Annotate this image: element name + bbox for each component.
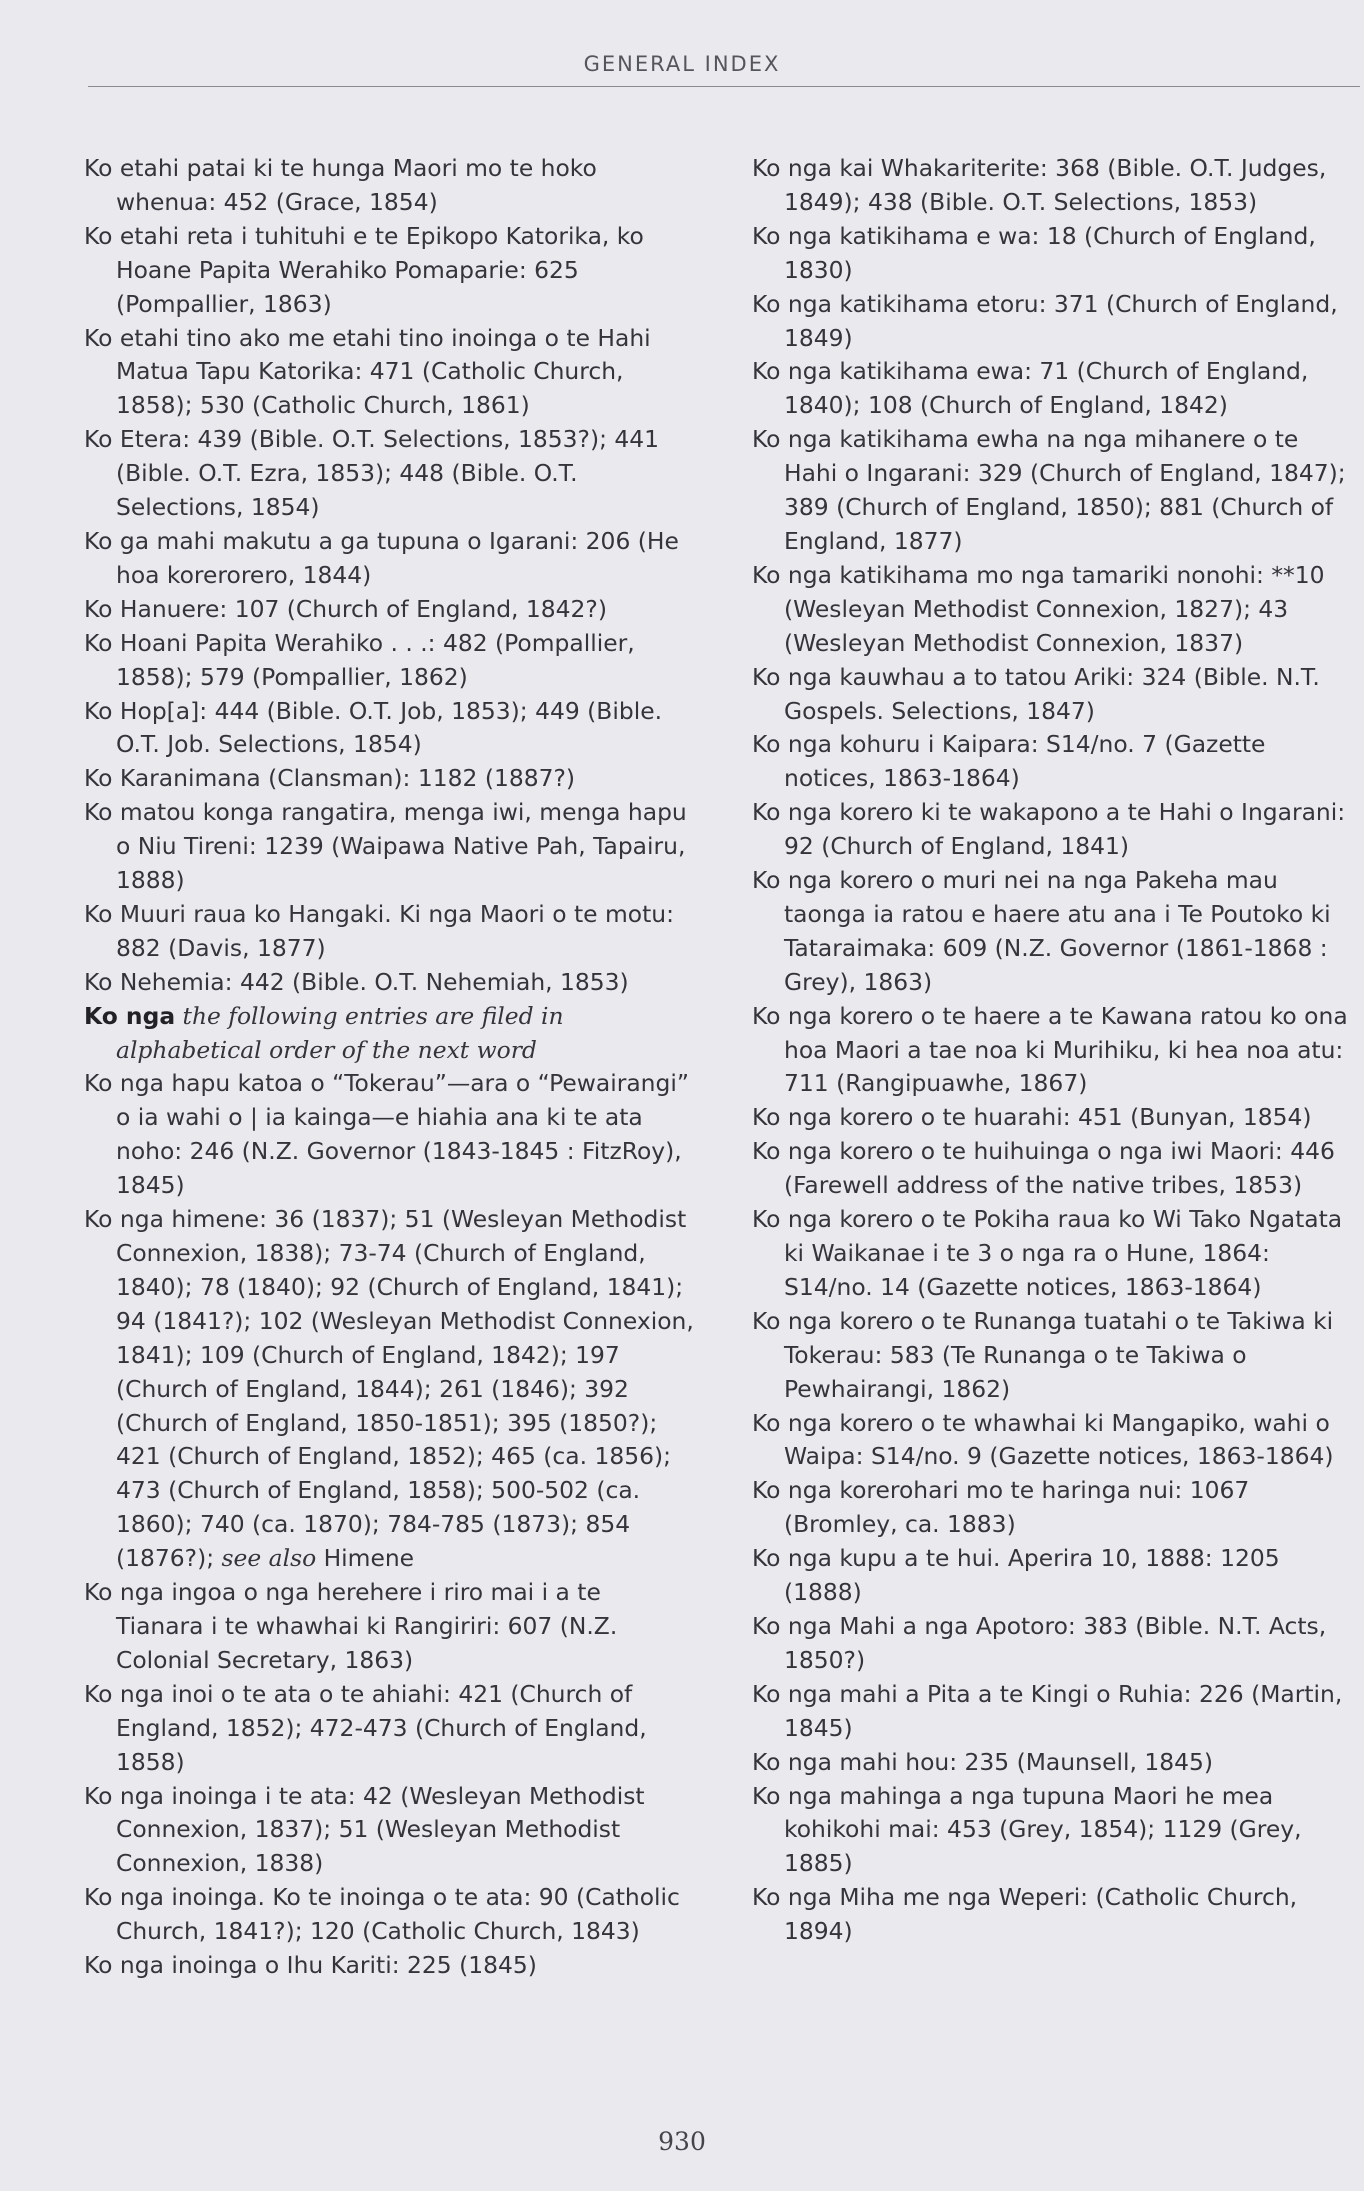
index-column-right <box>752 152 1352 1949</box>
index-entry: Ko Karanimana (Clansman): 1182 (1887?) <box>84 764 576 793</box>
index-entry: Ko nga korero o te Pokiha raua ko Wi Tako Ngatata ki Waikanae i te 3 o nga ra o Hune, 1864: S14/no. 14 (Gazette notices, 1863-1864) <box>752 1205 1343 1301</box>
himene-entry-text: Ko nga himene: 36 (1837); 51 (Wesleyan Methodist Connexion, 1838); 73-74 (Church of England, 1840); 78 (1840); 92 (Church of England, 1841); 94 (1841?); 102 (Wesleyan Methodist Connexion, 1841); 109 (Church of England, 1842); 197 (Church of England, 1844); 261 (1846); 392 (Church of England, 1850-1851); 395 (1850?); 421 (Church of England, 1852); 465 (ca. 1856); 473 (Church of England, 1858); 500-502 (ca. 1860); 740 (ca. 1870); 784-785 (1873); 854 (1876?); <box>84 1205 694 1573</box>
index-entry: Ko Muuri raua ko Hangaki. Ki nga Maori o te motu: 882 (Davis, 1877) <box>84 899 674 962</box>
index-entry: Ko nga korero ki te wakapono a te Hahi o Ingarani: 92 (Church of England, 1841) <box>752 798 1346 861</box>
index-entry: Ko etahi patai ki te hunga Maori mo te hoko whenua: 452 (Grace, 1854) <box>84 154 597 216</box>
index-entry: Ko Etera: 439 (Bible. O.T. Selections, 1853?); 441 (Bible. O.T. Ezra, 1853); 448 (Bible. O.T. Selections, 1854) <box>84 425 660 522</box>
index-entry: Ko Nehemia: 442 (Bible. O.T. Nehemiah, 1853) <box>84 967 629 996</box>
index-entry: Ko ga mahi makutu a ga tupuna o Igarani: 206 (He hoa korerorero, 1844) <box>84 526 679 589</box>
header-rule <box>88 86 1360 87</box>
index-entry: Ko nga katikihama etoru: 371 (Church of England, 1849) <box>752 289 1338 352</box>
index-column-left <box>84 152 694 1983</box>
index-entry: Ko etahi tino ako me etahi tino inoinga o te Hahi Matua Tapu Katorika: 471 (Catholic Church, 1858); 530 (Catholic Church, 1861) <box>84 323 651 420</box>
index-entry: Ko Hop[a]: 444 (Bible. O.T. Job, 1853); 449 (Bible. O.T. Job. Selections, 1854) <box>84 696 663 759</box>
index-entry: Ko matou konga rangatira, menga iwi, menga hapu o Niu Tireni: 1239 (Waipawa Native Pah, Tapairu, 1888) <box>84 798 687 895</box>
index-entry: Ko nga hapu katoa o “Tokerau”—ara o “Pewairangi” o ia wahi o | ia kainga—e hiahia ana ki te ata noho: 246 (N.Z. Governor (1843-1845 : FitzRoy), 1845) <box>84 1069 689 1200</box>
index-entry: Ko nga katikihama ewa: 71 (Church of England, 1840); 108 (Church of England, 1842) <box>752 357 1309 420</box>
running-header: GENERAL INDEX <box>583 52 781 76</box>
index-entry: Ko Hanuere: 107 (Church of England, 1842?) <box>84 594 607 623</box>
filing-note-heading: Ko nga <box>84 1001 176 1030</box>
index-entry: Ko nga katikihama mo nga tamariki nonohi: **10 (Wesleyan Methodist Connexion, 1827); 43 (Wesleyan Methodist Connexion, 1837) <box>752 560 1325 657</box>
index-entry: Ko nga mahi hou: 235 (Maunsell, 1845) <box>752 1747 1213 1776</box>
index-entry: Ko nga korerohari mo te haringa nui: 1067 (Bromley, ca. 1883) <box>752 1476 1250 1539</box>
index-entry: Ko nga katikihama e wa: 18 (Church of England, 1830) <box>752 221 1316 284</box>
index-entry: Ko nga ingoa o nga herehere i riro mai i a te Tianara i te whawhai ki Rangiriri: 607 (N.Z. Colonial Secretary, 1863) <box>84 1578 618 1674</box>
index-entry: Ko nga korero o te huihuinga o nga iwi Maori: 446 (Farewell address of the native tribes, 1853) <box>752 1137 1335 1200</box>
index-entry: Ko nga inoinga o Ihu Kariti: 225 (1845) <box>84 1951 537 1980</box>
index-entry: Ko Hoani Papita Werahiko . . .: 482 (Pompallier, 1858); 579 (Pompallier, 1862) <box>84 628 635 691</box>
index-entry: Ko nga korero o muri nei na nga Pakeha mau taonga ia ratou e haere atu ana i Te Poutoko ki Tataraimaka: 609 (N.Z. Governor (1861-1868 : Grey), 1863) <box>752 866 1331 996</box>
index-entry: Ko nga kai Whakariterite: 368 (Bible. O.T. Judges, 1849); 438 (Bible. O.T. Selections, 1853) <box>752 154 1327 216</box>
index-entry: Ko nga Mahi a nga Apotoro: 383 (Bible. N.T. Acts, 1850?) <box>752 1611 1327 1674</box>
index-entry: Ko nga inoinga i te ata: 42 (Wesleyan Methodist Connexion, 1837); 51 (Wesleyan Methodist Connexion, 1838) <box>84 1781 645 1878</box>
index-entry: Ko nga korero o te whawhai ki Mangapiko, wahi o Waipa: S14/no. 9 (Gazette notices, 1863-1864) <box>752 1408 1334 1471</box>
index-entry: Ko nga korero o te haere a te Kawana ratou ko ona hoa Maori a tae noa ki Murihiku, ki hea noa atu: 711 (Rangipuawhe, 1867) <box>752 1001 1348 1098</box>
see-also-label: see also <box>221 1544 317 1573</box>
index-entry: Ko nga korero o te Runanga tuatahi o te Takiwa ki Tokerau: 583 (Te Runanga o te Takiwa o Pewhairangi, 1862) <box>752 1306 1334 1403</box>
index-entry: Ko nga korero o te huarahi: 451 (Bunyan, 1854) <box>752 1103 1312 1132</box>
index-entry: Ko nga inoi o te ata o te ahiahi: 421 (Church of England, 1852); 472-473 (Church of England, 1858) <box>84 1679 647 1776</box>
index-entry: Ko nga kohuru i Kaipara: S14/no. 7 (Gazette notices, 1863-1864) <box>752 730 1266 793</box>
index-entry: Ko etahi reta i tuhituhi e te Epikopo Katorika, ko Hoane Papita Werahiko Pomaparie: 625 (Pompallier, 1863) <box>84 221 644 318</box>
index-entry: Ko nga mahinga a nga tupuna Maori he mea kohikohi mai: 453 (Grey, 1854); 1129 (Grey, 1885) <box>752 1781 1302 1878</box>
filing-note-text: the following entries are filed in alphabetical order of the next word <box>116 1001 564 1064</box>
index-entry: Ko nga kupu a te hui. Aperira 10, 1888: 1205 (1888) <box>752 1544 1280 1607</box>
index-entry: Ko nga kauwhau a to tatou Ariki: 324 (Bible. N.T. Gospels. Selections, 1847) <box>752 662 1320 725</box>
filing-note-entry <box>84 1000 694 1068</box>
index-entry: Ko nga inoinga. Ko te inoinga o te ata: 90 (Catholic Church, 1841?); 120 (Catholic Church, 1843) <box>84 1883 680 1946</box>
index-entry: Ko nga mahi a Pita a te Kingi o Ruhia: 226 (Martin, 1845) <box>752 1679 1343 1742</box>
see-also-reference: Himene <box>323 1544 415 1573</box>
himene-entry <box>84 1203 694 1576</box>
page-number: 930 <box>658 2127 706 2156</box>
index-entry: Ko nga katikihama ewha na nga mihanere o te Hahi o Ingarani: 329 (Church of England, 1847); 389 (Church of England, 1850); 881 (Church of England, 1877) <box>752 425 1346 555</box>
index-entry: Ko nga Miha me nga Weperi: (Catholic Church, 1894) <box>752 1883 1298 1946</box>
